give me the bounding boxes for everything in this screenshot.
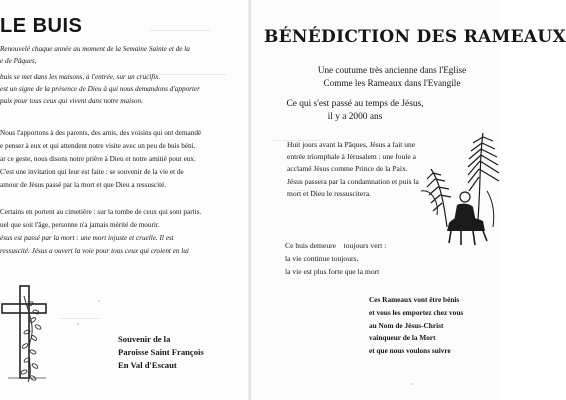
paragraph-line: C'est une invitation qui leur est faite : se souvenir de la vie et de bbox=[0, 168, 184, 176]
palm-entry-illustration-icon bbox=[421, 131, 500, 247]
buis-block bbox=[285, 240, 386, 278]
souvenir-line: En Val d'Escaut bbox=[118, 360, 177, 370]
intro-line: paix pour tous ceux qui vivent dans notre maison. bbox=[0, 97, 143, 105]
story-line: Huit jours avant la Pâques, Jésus a fait une bbox=[287, 140, 416, 149]
paragraph-line: ressuscité. Jésus a ouvert la voie pour tous ceux qui croient en lui bbox=[0, 247, 189, 255]
paragraph-line: ésus est passé par la mort : une mort injuste et cruelle. Il est bbox=[0, 234, 174, 242]
buis-line: Ce buis demeure toujours vert : bbox=[285, 241, 387, 250]
bleed-through-mark bbox=[150, 30, 210, 31]
intro-line: buis se met dans les maisons, à l'entrée, sur un crucifix. bbox=[0, 73, 161, 81]
souvenir-line: Paroisse Saint François bbox=[118, 347, 204, 357]
left-page-title: LE BUIS bbox=[0, 15, 83, 37]
jesus-line: il y a 2000 ans bbox=[327, 112, 383, 122]
bleed-through-dot bbox=[98, 300, 100, 302]
story-block bbox=[287, 139, 419, 200]
souvenir-line: Souvenir de la bbox=[118, 334, 171, 344]
intro-line: Renouvelé chaque année au moment de la Semaine Sainte et de la bbox=[0, 45, 190, 53]
paragraph-line: uel que soit l'âge, personne n'a jamais mérité de mourir. bbox=[0, 221, 160, 229]
closing-line: au Nom de Jésus-Christ bbox=[369, 320, 444, 330]
paragraph-line: Certains en portent au cimetière : sur la tombe de ceux qui sont partis. bbox=[0, 208, 202, 216]
intro-line: est un signe de la présence de Dieu à qui nous demandons d'apporter bbox=[0, 85, 200, 93]
closing-line: Ces Rameaux vont être bénis bbox=[369, 295, 460, 304]
intro-line: e de Pâques, bbox=[0, 57, 37, 65]
bleed-through-mark bbox=[60, 318, 100, 319]
paragraph-line: Nous l'apportons à des parents, des amis, des voisins qui ont demandé bbox=[0, 129, 202, 137]
story-line: mort et Dieu le ressuscitera. bbox=[287, 188, 371, 198]
paragraph-line: e penser à eux et qui attendent notre visite avec un peu de buis béni. bbox=[0, 142, 196, 150]
closing-line: et que nous voulons suivre bbox=[369, 346, 451, 356]
intro-line: Comme les Rameaux dans l'Evangile bbox=[323, 77, 461, 88]
intro-line: Une coutume très ancienne dans l'Eglise bbox=[317, 65, 467, 75]
story-line: entrée triomphale à Jérusalem : une foule a bbox=[287, 152, 416, 162]
story-line: Jésus passera par la condamnation et puis la bbox=[287, 176, 419, 186]
jesus-block bbox=[280, 98, 430, 124]
right-page-title: BÉNÉDICTION DES RAMEAUX bbox=[264, 27, 566, 47]
intro-block bbox=[300, 64, 484, 89]
paragraph-line: amour de Jésus passé par la mort et que Dieu a ressuscité. bbox=[0, 181, 167, 189]
jesus-line: Ce qui s'est passé au temps de Jésus, bbox=[286, 99, 424, 109]
bleed-through-dot bbox=[77, 323, 79, 325]
closing-line: vainqueur de la Mort bbox=[369, 333, 436, 343]
souvenir-block bbox=[118, 333, 204, 372]
buis-line: la vie continue toujours, bbox=[285, 253, 359, 263]
closing-line: et vous les emportez chez vous bbox=[369, 307, 464, 317]
paragraph-line: ar ce geste, nous disons notre prière à Dieu et notre amitié pour eux. bbox=[0, 155, 196, 163]
cross-with-boxwood-icon bbox=[0, 282, 66, 386]
bleed-through-dot bbox=[411, 383, 413, 385]
left-page bbox=[0, 0, 249, 400]
story-line: acclamé Jésus comme Prince de la Paix. bbox=[287, 164, 408, 174]
closing-block bbox=[369, 294, 463, 358]
buis-line: la vie est plus forte que la mort bbox=[285, 266, 380, 276]
